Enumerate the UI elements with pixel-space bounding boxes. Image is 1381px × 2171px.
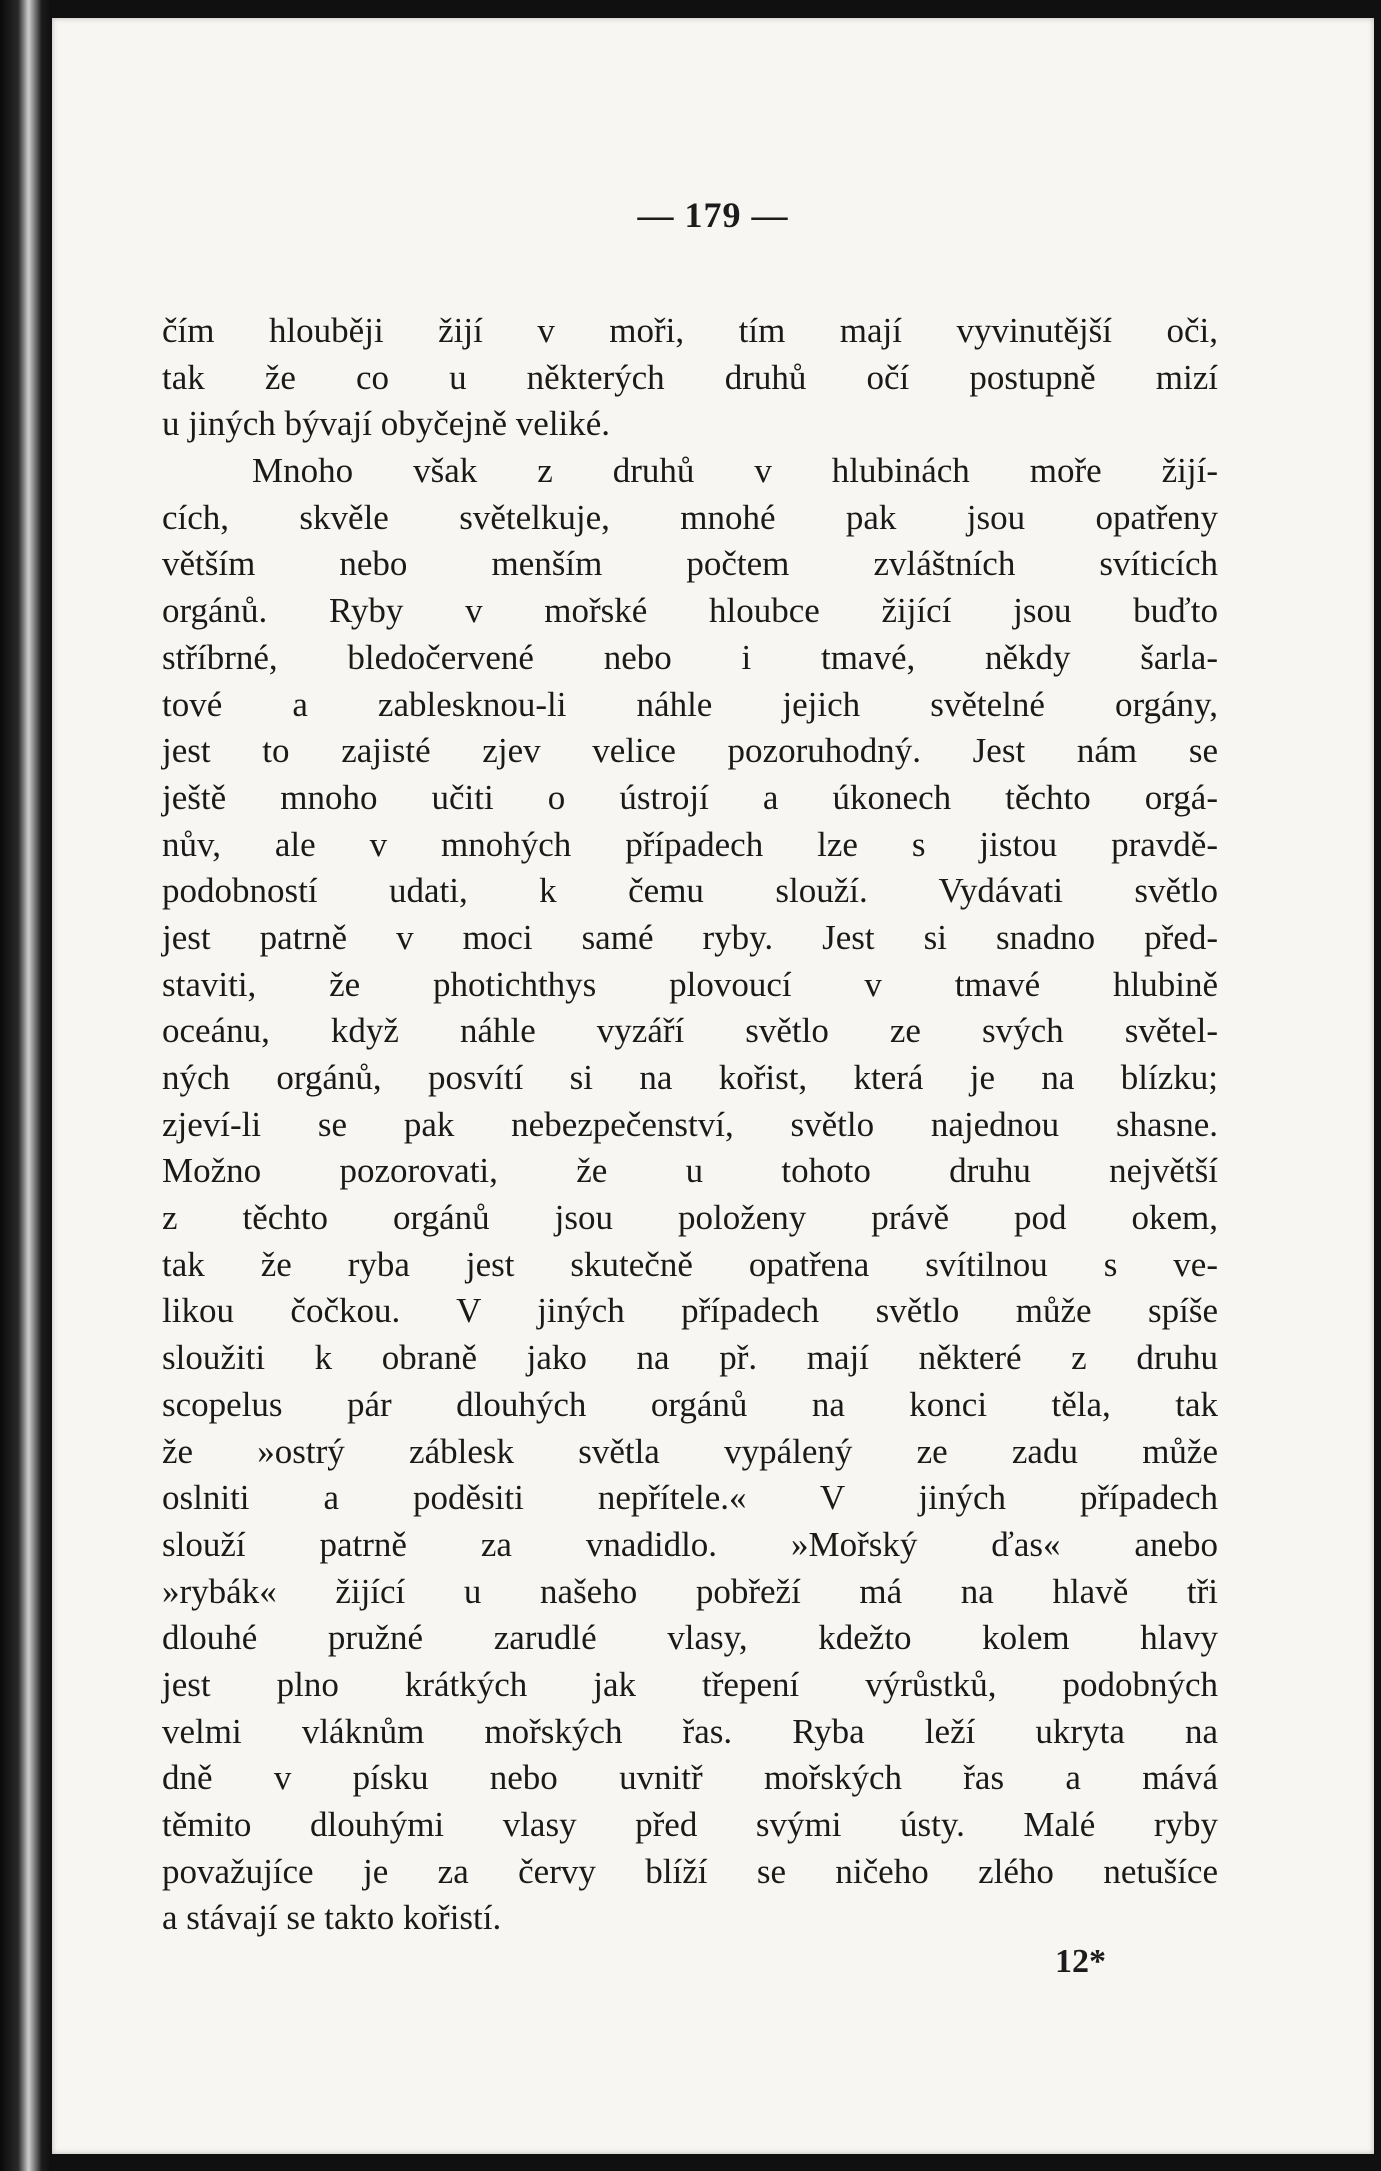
text-line: těmito dlouhými vlasy před svými ústy. Malé ryby <box>162 1805 1218 1844</box>
text-line: stříbrné, bledočervené nebo i tmavé, někdy šarla- <box>162 637 1218 677</box>
text-line: dně v písku nebo uvnitř mořských řas a mává <box>162 1758 1218 1798</box>
text-line: že »ostrý záblesk světla vypálený ze zadu může <box>162 1431 1218 1471</box>
text-line: a stávají se takto kořistí. <box>162 1898 502 1938</box>
text-line: jest patrně v moci samé ryby. Jest si snadno před- <box>162 917 1218 957</box>
text-line: jest to zajisté zjev velice pozoruhodný. Jest nám se <box>162 731 1218 771</box>
text-line: čím hlouběji žijí v moři, tím mají vyvinutější oči, <box>162 311 1218 350</box>
text-line: oslniti a poděsiti nepřítele.« V jiných případech <box>162 1478 1218 1518</box>
text-line: tové a zablesknou-li náhle jejich světelné orgány, <box>162 684 1218 724</box>
book-page <box>52 18 1374 2154</box>
text-line: likou čočkou. V jiných případech světlo může spíše <box>162 1291 1218 1331</box>
text-line: velmi vláknům mořských řas. Ryba leží ukryta na <box>162 1711 1218 1751</box>
text-line: orgánů. Ryby v mořské hloubce žijící jsou buďto <box>162 591 1218 631</box>
text-line: staviti, že photichthys plovoucí v tmavé hlubině <box>162 964 1218 1004</box>
text-line: scopelus pár dlouhých orgánů na konci těla, tak <box>162 1384 1218 1424</box>
text-line: větším nebo menším počtem zvláštních svíticích <box>162 544 1218 584</box>
text-line: sloužiti k obraně jako na př. mají některé z druhu <box>162 1338 1218 1378</box>
text-line: zjeví-li se pak nebezpečenství, světlo najednou shasne. <box>162 1104 1218 1144</box>
text-line: Možno pozorovati, že u tohoto druhu největší <box>162 1151 1218 1191</box>
text-line: z těchto orgánů jsou položeny právě pod okem, <box>162 1198 1218 1238</box>
text-line: považujíce je za červy blíží se ničeho zlého netušíce <box>162 1851 1218 1891</box>
text-line: tak že ryba jest skutečně opatřena svítilnou s ve- <box>162 1244 1218 1284</box>
text-line: Mnoho však z druhů v hlubinách moře žijí- <box>252 451 1218 491</box>
text-line: slouží patrně za vnadidlo. »Mořský ďas« anebo <box>162 1524 1218 1564</box>
page-number: — 179 — <box>637 195 789 235</box>
text-line: u jiných bývají obyčejně veliké. <box>162 404 611 444</box>
text-line: »rybák« žijící u našeho pobřeží má na hlavě tři <box>162 1571 1218 1611</box>
text-line: tak že co u některých druhů očí postupně mizí <box>162 357 1218 397</box>
text-line: jest plno krátkých jak třepení výrůstků, podobných <box>162 1664 1218 1704</box>
signature-mark: 12* <box>1055 1943 1106 1980</box>
text-line: podobností udati, k čemu slouží. Vydávati světlo <box>162 871 1218 911</box>
text-line: oceánu, když náhle vyzáří světlo ze svých světel- <box>162 1011 1218 1051</box>
text-line: ještě mnoho učiti o ústrojí a úkonech těchto orgá- <box>162 777 1218 817</box>
text-line: cích, skvěle světelkuje, mnohé pak jsou opatřeny <box>162 497 1218 537</box>
book-spine-edge <box>0 0 52 2171</box>
text-line: ných orgánů, posvítí si na kořist, která je na blízku; <box>162 1058 1218 1097</box>
body-text <box>162 308 1218 1942</box>
text-line: nův, ale v mnohých případech lze s jistou pravdě- <box>162 824 1218 864</box>
text-line: dlouhé pružné zarudlé vlasy, kdežto kolem hlavy <box>162 1618 1218 1658</box>
